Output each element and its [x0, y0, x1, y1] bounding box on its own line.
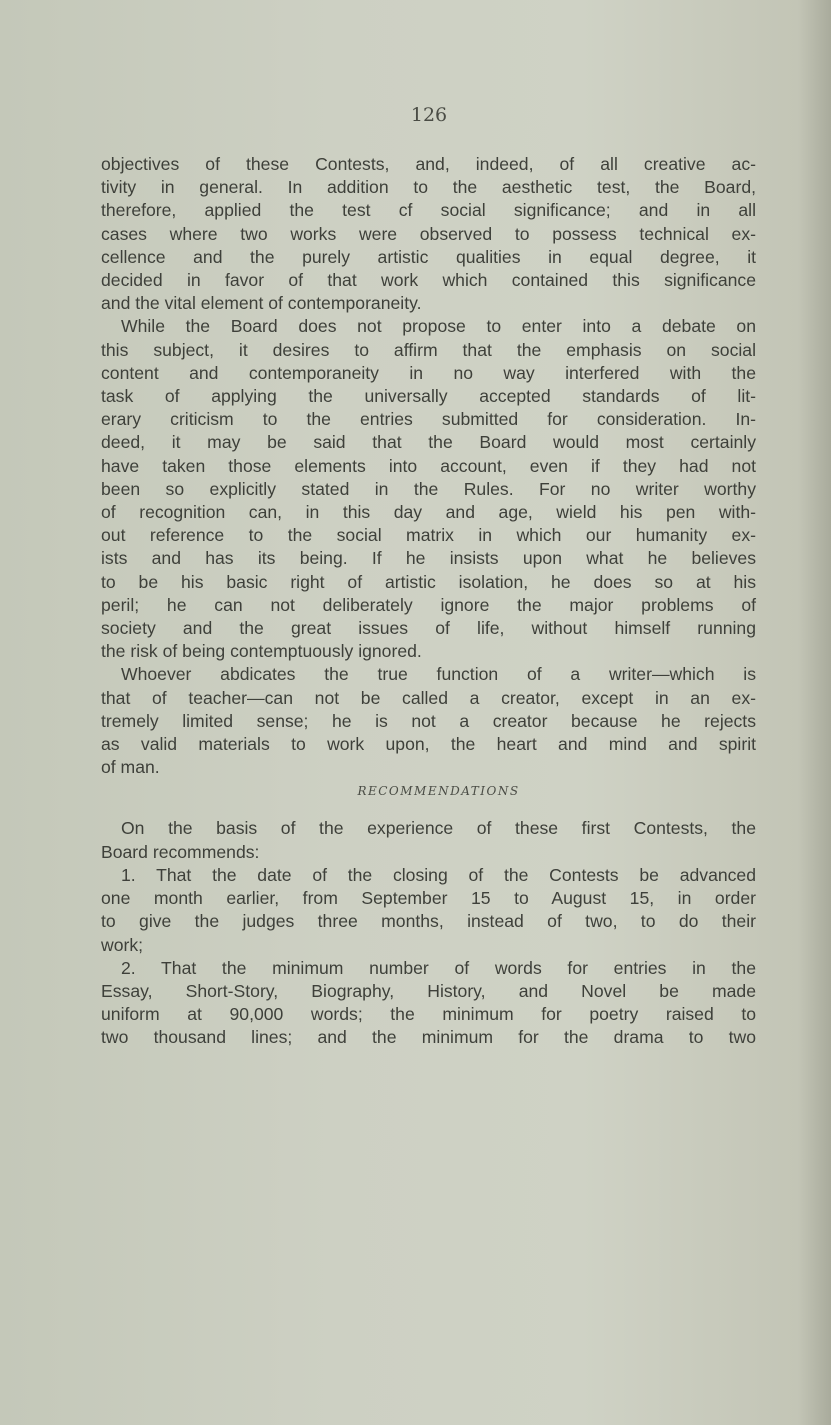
paragraph-3: [101, 663, 756, 779]
recommendation-1: [101, 864, 756, 957]
text-line: cellence and the purely artistic qualities in equal degree, it: [101, 246, 756, 267]
text-line: Whoever abdicates the true function of a writer—which is: [121, 664, 756, 685]
text-line: to be his basic right of artistic isolation, he does so at his: [101, 571, 756, 592]
text-line: and the vital element of contemporaneity.: [101, 293, 422, 314]
text-line: decided in favor of that work which contained this significance: [101, 270, 756, 291]
text-line: tivity in general. In addition to the aesthetic test, the Board,: [101, 177, 756, 198]
text-line: Board recommends:: [101, 841, 260, 862]
text-line: ists and has its being. If he insists upon what he believes: [101, 548, 756, 569]
body-text: [101, 153, 756, 1050]
text-line: erary criticism to the entries submitted for consideration. In-: [101, 409, 756, 430]
text-line: that of teacher—can not be called a creator, except in an ex-: [101, 687, 756, 708]
paragraph-1: [101, 153, 756, 315]
text-line: cases where two works were observed to possess technical ex-: [101, 223, 756, 244]
text-line: task of applying the universally accepted standards of lit-: [101, 386, 756, 407]
recommendation-2: [101, 957, 756, 1050]
text-line: society and the great issues of life, without himself running: [101, 618, 756, 639]
text-line: While the Board does not propose to enter into a debate on: [121, 316, 756, 337]
text-line: this subject, it desires to affirm that the emphasis on social: [101, 339, 756, 360]
text-line: two thousand lines; and the minimum for the drama to two: [101, 1027, 756, 1048]
text-line: 1. That the date of the closing of the Contests be advanced: [121, 864, 756, 885]
text-line: peril; he can not deliberately ignore the major problems of: [101, 594, 756, 615]
text-line: one month earlier, from September 15 to August 15, in order: [101, 888, 756, 909]
section-heading: RECOMMENDATIONS: [357, 784, 520, 799]
text-line: been so explicitly stated in the Rules. For no writer worthy: [101, 478, 756, 499]
text-line: 2. That the minimum number of words for entries in the: [121, 957, 756, 978]
text-line: have taken those elements into account, even if they had not: [101, 455, 756, 476]
text-line: out reference to the social matrix in which our humanity ex-: [101, 525, 756, 546]
text-line: content and contemporaneity in no way interfered with the: [101, 362, 756, 383]
text-line: of man.: [101, 757, 160, 778]
text-line: Essay, Short-Story, Biography, History, and Novel be made: [101, 980, 756, 1001]
text-line: as valid materials to work upon, the heart and mind and spirit: [101, 734, 756, 755]
paragraph-2: [101, 315, 756, 663]
text-line: of recognition can, in this day and age, wield his pen with-: [101, 502, 756, 523]
text-line: uniform at 90,000 words; the minimum for poetry raised to: [101, 1004, 756, 1025]
text-line: objectives of these Contests, and, indeed, of all creative ac-: [101, 154, 756, 174]
page-number: 126: [410, 104, 448, 126]
text-line: therefore, applied the test cf social significance; and in all: [101, 200, 756, 221]
text-line: On the basis of the experience of these first Contests, the: [121, 818, 756, 839]
text-line: to give the judges three months, instead of two, to do their: [101, 911, 756, 932]
text-line: the risk of being contemptuously ignored.: [101, 641, 422, 662]
text-line: work;: [101, 934, 144, 955]
text-line: deed, it may be said that the Board would most certainly: [101, 432, 756, 453]
recommendations-intro: [101, 817, 756, 863]
text-line: tremely limited sense; he is not a creator because he rejects: [101, 710, 756, 731]
